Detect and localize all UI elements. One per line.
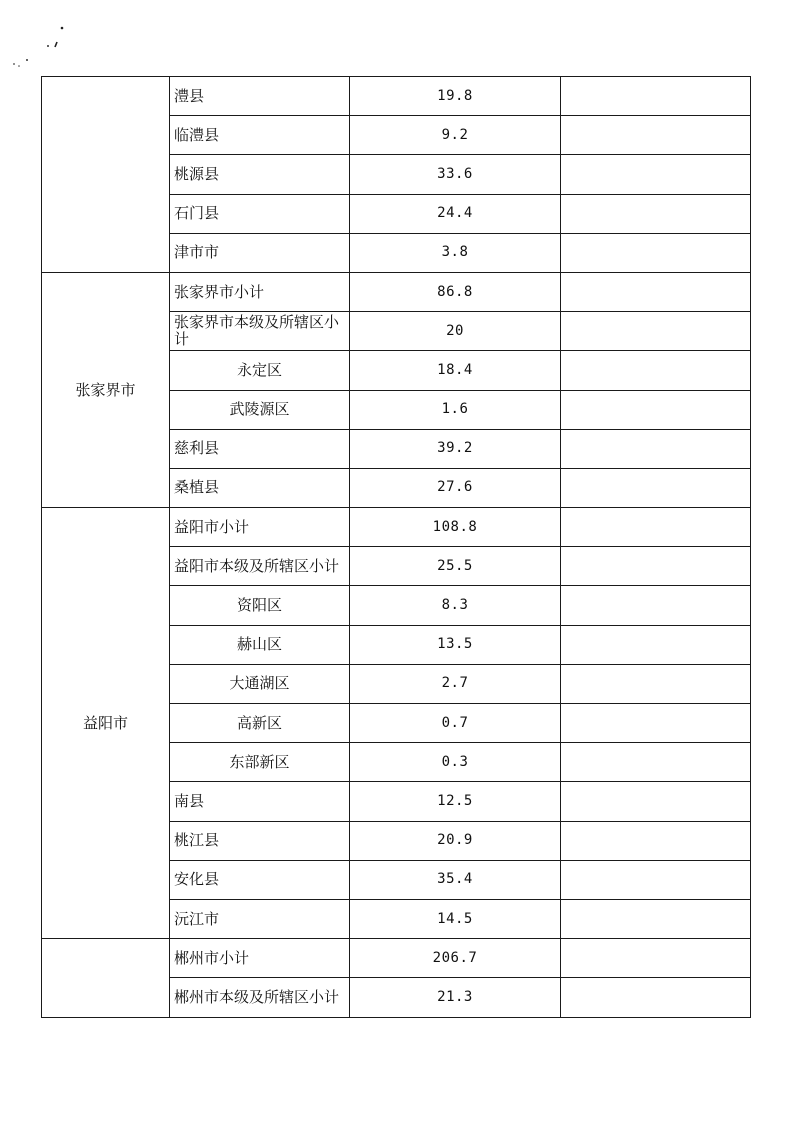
region-name-cell: 南县 bbox=[170, 782, 350, 821]
region-name-cell: 临澧县 bbox=[170, 116, 350, 155]
empty-cell bbox=[561, 782, 751, 821]
empty-cell bbox=[561, 312, 751, 351]
empty-cell bbox=[561, 939, 751, 978]
empty-cell bbox=[561, 625, 751, 664]
region-name-cell: 安化县 bbox=[170, 860, 350, 899]
value-cell: 33.6 bbox=[350, 155, 561, 194]
empty-cell bbox=[561, 821, 751, 860]
empty-cell bbox=[561, 351, 751, 390]
empty-cell bbox=[561, 116, 751, 155]
value-cell: 0.3 bbox=[350, 743, 561, 782]
empty-cell bbox=[561, 272, 751, 311]
region-name-cell: 资阳区 bbox=[170, 586, 350, 625]
region-name-cell: 张家界市小计 bbox=[170, 272, 350, 311]
table-row bbox=[42, 508, 751, 547]
data-table-body bbox=[42, 77, 751, 1018]
region-name-cell: 张家界市本级及所辖区小计 bbox=[170, 312, 350, 351]
value-cell: 19.8 bbox=[350, 77, 561, 116]
region-name-cell: 桑植县 bbox=[170, 468, 350, 507]
value-cell: 9.2 bbox=[350, 116, 561, 155]
table-row bbox=[42, 939, 751, 978]
city-cell bbox=[42, 939, 170, 1017]
data-table bbox=[41, 76, 751, 1018]
value-cell: 1.6 bbox=[350, 390, 561, 429]
empty-cell bbox=[561, 860, 751, 899]
region-name-cell: 东部新区 bbox=[170, 743, 350, 782]
region-name-cell: 桃江县 bbox=[170, 821, 350, 860]
empty-cell bbox=[561, 547, 751, 586]
empty-cell bbox=[561, 508, 751, 547]
value-cell: 35.4 bbox=[350, 860, 561, 899]
region-name-cell: 武陵源区 bbox=[170, 390, 350, 429]
empty-cell bbox=[561, 390, 751, 429]
empty-cell bbox=[561, 704, 751, 743]
value-cell: 39.2 bbox=[350, 429, 561, 468]
region-name-cell: 慈利县 bbox=[170, 429, 350, 468]
region-name-cell: 郴州市本级及所辖区小计 bbox=[170, 978, 350, 1017]
region-name-cell: 赫山区 bbox=[170, 625, 350, 664]
value-cell: 20.9 bbox=[350, 821, 561, 860]
empty-cell bbox=[561, 664, 751, 703]
value-cell: 20 bbox=[350, 312, 561, 351]
value-cell: 27.6 bbox=[350, 468, 561, 507]
value-cell: 12.5 bbox=[350, 782, 561, 821]
value-cell: 86.8 bbox=[350, 272, 561, 311]
empty-cell bbox=[561, 233, 751, 272]
value-cell: 18.4 bbox=[350, 351, 561, 390]
table-row bbox=[42, 272, 751, 311]
city-cell bbox=[42, 77, 170, 273]
value-cell: 21.3 bbox=[350, 978, 561, 1017]
region-name-cell: 高新区 bbox=[170, 704, 350, 743]
region-name-cell: 益阳市本级及所辖区小计 bbox=[170, 547, 350, 586]
empty-cell bbox=[561, 743, 751, 782]
empty-cell bbox=[561, 155, 751, 194]
empty-cell bbox=[561, 77, 751, 116]
value-cell: 206.7 bbox=[350, 939, 561, 978]
scan-specks bbox=[10, 20, 70, 70]
value-cell: 2.7 bbox=[350, 664, 561, 703]
region-name-cell: 永定区 bbox=[170, 351, 350, 390]
empty-cell bbox=[561, 586, 751, 625]
city-cell: 益阳市 bbox=[42, 508, 170, 939]
empty-cell bbox=[561, 194, 751, 233]
region-name-cell: 桃源县 bbox=[170, 155, 350, 194]
region-name-cell: 郴州市小计 bbox=[170, 939, 350, 978]
table-row bbox=[42, 77, 751, 116]
value-cell: 25.5 bbox=[350, 547, 561, 586]
empty-cell bbox=[561, 978, 751, 1017]
region-name-cell: 大通湖区 bbox=[170, 664, 350, 703]
value-cell: 24.4 bbox=[350, 194, 561, 233]
value-cell: 8.3 bbox=[350, 586, 561, 625]
region-name-cell: 澧县 bbox=[170, 77, 350, 116]
value-cell: 0.7 bbox=[350, 704, 561, 743]
empty-cell bbox=[561, 468, 751, 507]
region-name-cell: 沅江市 bbox=[170, 899, 350, 938]
value-cell: 13.5 bbox=[350, 625, 561, 664]
region-name-cell: 益阳市小计 bbox=[170, 508, 350, 547]
empty-cell bbox=[561, 429, 751, 468]
empty-cell bbox=[561, 899, 751, 938]
value-cell: 108.8 bbox=[350, 508, 561, 547]
value-cell: 3.8 bbox=[350, 233, 561, 272]
region-name-cell: 津市市 bbox=[170, 233, 350, 272]
region-name-cell: 石门县 bbox=[170, 194, 350, 233]
city-cell: 张家界市 bbox=[42, 272, 170, 507]
value-cell: 14.5 bbox=[350, 899, 561, 938]
